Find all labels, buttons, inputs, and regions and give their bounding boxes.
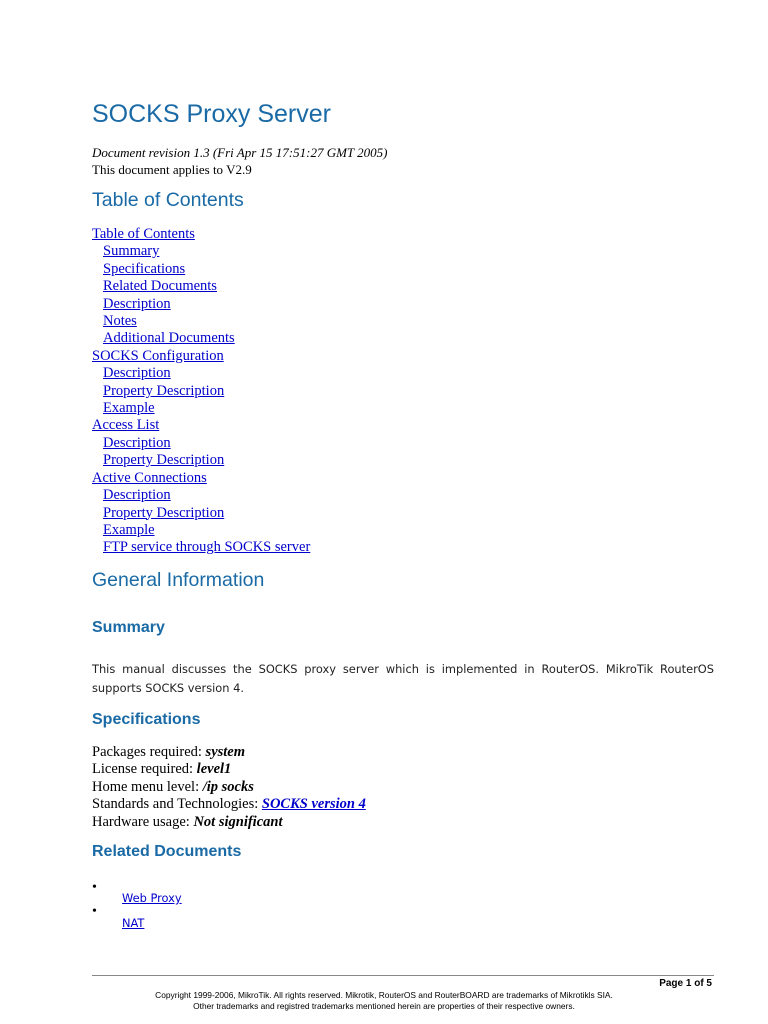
toc-link-description[interactable]: Description bbox=[103, 295, 171, 312]
summary-heading: Summary bbox=[92, 619, 165, 636]
toc-link-additional-documents[interactable]: Additional Documents bbox=[103, 330, 235, 347]
socks-version-4-link[interactable]: SOCKS version 4 bbox=[261, 796, 366, 813]
toc-item bbox=[92, 261, 310, 278]
document-applies-to: This document applies to V2.9 bbox=[92, 162, 252, 177]
copyright-line-1: Copyright 1999-2006, MikroTik. All rights reserved. Mikrotik, RouterOS and RouterBOARD are trademarks of Mikrotikls SIA. bbox=[155, 990, 613, 1000]
spec-license-required bbox=[92, 761, 366, 778]
toc-link-access-list[interactable]: Access List bbox=[92, 417, 160, 434]
toc-link-related-documents[interactable]: Related Documents bbox=[103, 278, 217, 295]
specifications-list bbox=[92, 744, 366, 831]
document-title: SOCKS Proxy Server bbox=[92, 100, 331, 128]
toc-item bbox=[92, 522, 310, 539]
spec-standards bbox=[92, 796, 366, 813]
toc-item bbox=[92, 539, 310, 556]
spec-label: Packages required: bbox=[92, 744, 206, 760]
spec-hardware-usage bbox=[92, 814, 366, 831]
toc-item bbox=[92, 365, 310, 382]
bullet-icon: • bbox=[92, 904, 97, 919]
spec-value: level1 bbox=[196, 761, 232, 778]
document-revision: Document revision 1.3 (Fri Apr 15 17:51:27 GMT 2005) bbox=[92, 145, 388, 160]
nat-link[interactable]: NAT bbox=[122, 916, 145, 930]
spec-label: Home menu level: bbox=[92, 778, 203, 795]
spec-value: Not significant bbox=[193, 813, 283, 830]
copyright-notice bbox=[0, 990, 768, 1011]
spec-label: License required: bbox=[92, 761, 197, 778]
toc-link-ftp-service[interactable]: FTP service through SOCKS server bbox=[103, 539, 311, 556]
toc-item bbox=[92, 417, 310, 434]
toc-link-active-connections-property-description[interactable]: Property Description bbox=[103, 504, 225, 521]
toc-item bbox=[92, 487, 310, 504]
spec-label: Standards and Technologies: bbox=[92, 796, 262, 813]
spec-packages-required bbox=[92, 744, 366, 761]
specifications-heading: Specifications bbox=[92, 711, 201, 728]
toc-item bbox=[92, 383, 310, 400]
toc-link-table-of-contents[interactable]: Table of Contents bbox=[92, 226, 195, 242]
page-number: Page 1 of 5 bbox=[659, 978, 712, 989]
toc-link-specifications[interactable]: Specifications bbox=[103, 260, 186, 277]
toc-link-summary[interactable]: Summary bbox=[103, 243, 160, 260]
toc-item bbox=[92, 278, 310, 295]
toc-link-access-list-property-description[interactable]: Property Description bbox=[103, 452, 225, 469]
summary-text: This manual discusses the SOCKS proxy server which is implemented in RouterOS. MikroTik RouterOS supports SOCKS version 4. bbox=[92, 662, 714, 695]
toc-link-socks-configuration[interactable]: SOCKS Configuration bbox=[92, 347, 224, 364]
spec-value: system bbox=[205, 744, 246, 760]
spec-value: /ip socks bbox=[202, 778, 254, 795]
table-of-contents bbox=[92, 226, 310, 557]
toc-item bbox=[92, 296, 310, 313]
bullet-icon: • bbox=[92, 880, 97, 895]
footer-divider bbox=[92, 975, 714, 976]
toc-link-active-connections[interactable]: Active Connections bbox=[92, 469, 207, 486]
toc-link-active-connections-description[interactable]: Description bbox=[103, 487, 171, 504]
web-proxy-link[interactable]: Web Proxy bbox=[122, 891, 182, 905]
toc-item bbox=[92, 400, 310, 417]
toc-item bbox=[92, 452, 310, 469]
toc-item bbox=[92, 330, 310, 347]
toc-item bbox=[92, 243, 310, 260]
toc-item bbox=[92, 470, 310, 487]
toc-link-socks-configuration-example[interactable]: Example bbox=[103, 400, 155, 417]
toc-link-socks-configuration-property-description[interactable]: Property Description bbox=[103, 382, 225, 399]
general-information-heading: General Information bbox=[92, 569, 265, 591]
toc-item bbox=[92, 226, 310, 243]
toc-item bbox=[92, 505, 310, 522]
toc-item bbox=[92, 435, 310, 452]
toc-link-notes[interactable]: Notes bbox=[103, 313, 137, 330]
related-documents-heading: Related Documents bbox=[92, 843, 242, 860]
toc-heading: Table of Contents bbox=[92, 189, 244, 211]
toc-item bbox=[92, 348, 310, 365]
copyright-line-2: Other trademarks and registred trademarks mentioned herein are properties of their respective owners. bbox=[193, 1000, 575, 1011]
toc-item bbox=[92, 313, 310, 330]
toc-link-access-list-description[interactable]: Description bbox=[103, 434, 171, 451]
spec-label: Hardware usage: bbox=[92, 813, 194, 830]
spec-home-menu-level bbox=[92, 779, 366, 796]
toc-link-active-connections-example[interactable]: Example bbox=[103, 521, 155, 538]
toc-link-socks-configuration-description[interactable]: Description bbox=[103, 365, 171, 382]
